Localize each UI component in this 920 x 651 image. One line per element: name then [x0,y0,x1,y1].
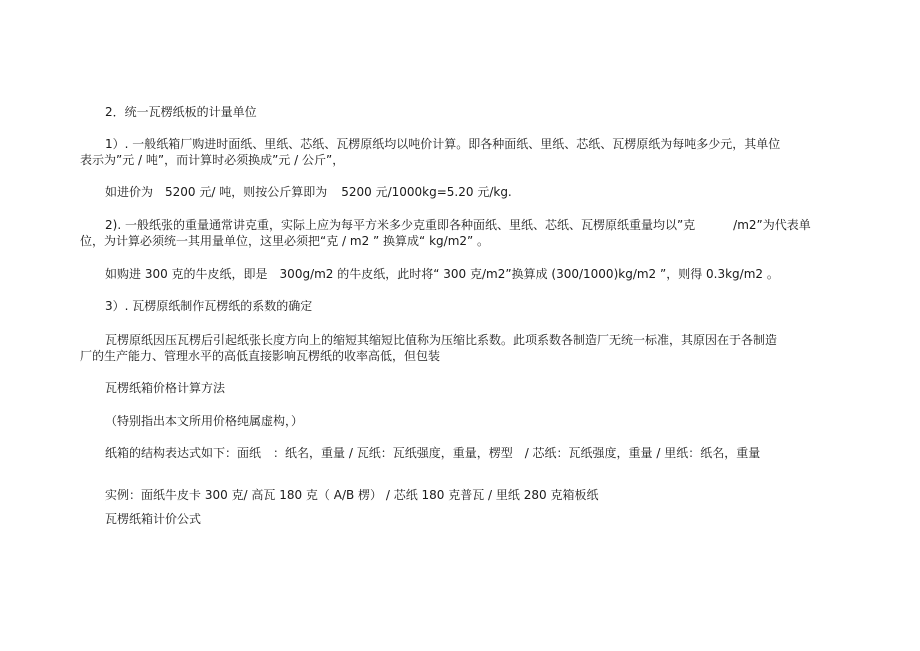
structure-example: 实例：面纸牛皮卡 300 克/ 高瓦 180 克（ A/B 楞） / 芯纸 180 克普瓦 / 里纸 280 克箱板纸 [105,488,599,502]
paragraph-1-line-1: 1）. 一般纸箱厂购进时面纸、里纸、芯纸、瓦楞原纸均以吨价计算。即各种面纸、里纸、芯纸、瓦楞原纸为每吨多少元，其单位 [105,137,781,151]
example-1-result: 5200 元/1000kg=5.20 元/kg. [341,185,512,199]
paragraph-2-line-1-tail: /m2”为代表单 [733,218,811,232]
structure-expression [105,446,760,460]
example-2-part-1: 如购进 300 克的牛皮纸，即是 [105,267,268,281]
example-2-part-2: 300g/m2 的牛皮纸，此时将“ 300 克/m2”换算成 (300/1000)kg/m2 ”，则得 0.3kg/m2 。 [279,267,779,281]
paragraph-3-line-1: 瓦楞原纸因压瓦楞后引起纸张长度方向上的缩短其缩短比值称为压缩比系数。此项系数各制造厂无统一标准，其原因在于各制造 [105,333,778,347]
heading-coefficient-section: 3）. 瓦楞原纸制作瓦楞纸的系数的确定 [105,299,313,313]
paragraph-2-line-1 [105,218,811,232]
example-2 [105,267,779,281]
structure-part-3: / 芯纸：瓦纸强度，重量 / 里纸：纸名，重量 [524,446,761,460]
section-title-price-method: 瓦楞纸箱价格计算方法 [105,381,226,395]
example-1-price: 5200 元/ 吨，则按公斤算即为 [165,185,328,199]
paragraph-1-line-2: 表示为”元 / 吨”，而计算时必须换成”元 / 公斤”， [80,153,345,167]
formula-title: 瓦楞纸箱计价公式 [105,512,202,526]
price-note: （特别指出本文所用价格纯属虚构，） [105,414,304,428]
paragraph-2-line-2: 位，为计算必须统一其用量单位，这里必须把“克 / m2 ” 换算成“ kg/m2” 。 [80,234,490,248]
example-1 [105,185,512,199]
structure-part-1: 纸箱的结构表达式如下：面纸 [105,446,262,460]
paragraph-2-line-1-main: 2). 一般纸张的重量通常讲克重，实际上应为每平方米多少克重即各种面纸、里纸、芯纸、瓦楞原纸重量均以”克 [105,218,696,232]
structure-part-2: ：纸名，重量 / 瓦纸：瓦纸强度，重量，楞型 [273,446,513,460]
example-1-prefix: 如进价为 [105,185,154,199]
heading-unit-section: 2．统一瓦楞纸板的计量单位 [105,105,257,119]
paragraph-3-line-2: 厂的生产能力、管理水平的高低直接影响瓦楞纸的收率高低，但包装 [80,349,441,363]
